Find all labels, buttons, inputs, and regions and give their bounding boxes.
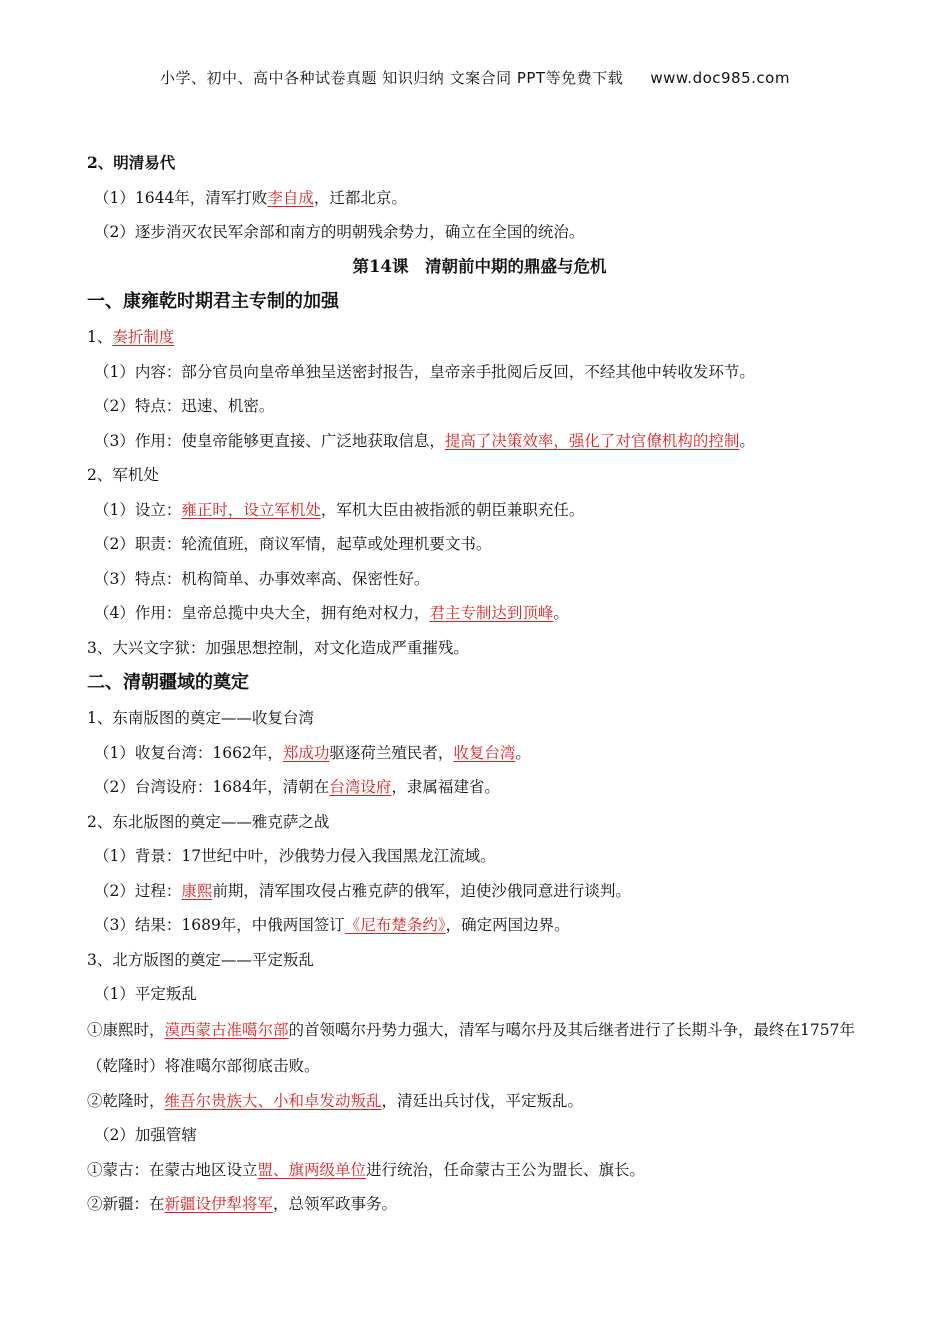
paragraph: ①康熙时，漠西蒙古准噶尔部的首领噶尔丹势力强大，清军与噶尔丹及其后继者进行了长期斗争，最终在1757年（乾隆时）将准噶尔部彻底击败。 bbox=[87, 1020, 855, 1075]
highlight-text: 君主专制达到顶峰 bbox=[429, 604, 554, 622]
section-title-ming-qing: 2、明清易代 bbox=[87, 153, 176, 172]
highlight-text: 维吾尔贵族大、小和卓发动叛乱 bbox=[164, 1091, 382, 1110]
paragraph: ②新疆：在新疆设伊犁将军，总领军政事务。 bbox=[87, 1195, 398, 1213]
subsection-title: 2、军机处 bbox=[87, 466, 159, 484]
list-item: （1）设立：雍正时，设立军机处，军机大臣由被指派的朝臣兼职充任。 bbox=[94, 500, 585, 519]
subsection-title: 1、东南版图的奠定——收复台湾 bbox=[87, 709, 314, 727]
highlight-text: 奏折制度 bbox=[112, 328, 175, 346]
highlight-text: 新疆设伊犁将军 bbox=[164, 1195, 274, 1213]
list-item: （1）收复台湾：1662年，郑成功驱逐荷兰殖民者，收复台湾。 bbox=[94, 743, 531, 762]
paragraph: ②乾隆时，维吾尔贵族大、小和卓发动叛乱，清廷出兵讨伐，平定叛乱。 bbox=[87, 1091, 584, 1110]
subsection-title: 3、北方版图的奠定——平定叛乱 bbox=[87, 950, 314, 969]
highlight-text: 《尼布楚条约》 bbox=[344, 916, 446, 934]
document-body bbox=[87, 146, 872, 1222]
part1-heading: 一、康雍乾时期君主专制的加强 bbox=[87, 291, 339, 312]
list-item: （2）台湾设府：1684年，清朝在台湾设府，隶属福建省。 bbox=[94, 778, 500, 796]
subsection-title: 1、奏折制度 bbox=[87, 328, 175, 346]
highlight-text: 康熙 bbox=[181, 881, 213, 900]
paragraph: ①蒙古：在蒙古地区设立盟、旗两级单位进行统治，任命蒙古王公为盟长、旗长。 bbox=[87, 1160, 646, 1179]
highlight-text: 雍正时，设立军机处 bbox=[181, 500, 321, 519]
list-item: （4）作用：皇帝总揽中央大全，拥有绝对权力，君主专制达到顶峰。 bbox=[94, 604, 569, 622]
highlight-text: 漠西蒙古准噶尔部 bbox=[164, 1020, 289, 1039]
list-item: （2）过程：康熙前期，清军围攻侵占雅克萨的俄军，迫使沙俄同意进行谈判。 bbox=[94, 881, 631, 900]
highlight-text: 收复台湾 bbox=[453, 743, 516, 762]
list-item: （1）平定叛乱 bbox=[94, 985, 197, 1003]
highlight-text: 盟、旗两级单位 bbox=[257, 1160, 367, 1179]
part2-heading: 二、清朝疆域的奠定 bbox=[87, 672, 249, 693]
subsection-title: 3、大兴文字狱：加强思想控制，对文化造成严重摧残。 bbox=[87, 638, 469, 657]
header-text: 小学、初中、高中各种试卷真题 知识归纳 文案合同 PPT等免费下载 bbox=[160, 69, 624, 87]
list-item: （2）特点：迅速、机密。 bbox=[94, 397, 275, 415]
highlight-text: 提高了决策效率，强化了对官僚机构的控制 bbox=[444, 431, 740, 450]
list-item: （2）逐步消灭农民军余部和南方的明朝残余势力，确立在全国的统治。 bbox=[94, 223, 585, 241]
lesson-title: 第14课 清朝前中期的鼎盛与危机 bbox=[352, 256, 607, 276]
highlight-text: 李自成 bbox=[267, 188, 314, 207]
list-item: （3）特点：机构简单、办事效率高、保密性好。 bbox=[94, 569, 430, 588]
highlight-text: 台湾设府 bbox=[329, 778, 392, 796]
list-item: （3）结果：1689年，中俄两国签订《尼布楚条约》，确定两国边界。 bbox=[94, 916, 570, 934]
highlight-text: 郑成功 bbox=[282, 743, 330, 762]
list-item: （2）加强管辖 bbox=[94, 1126, 197, 1144]
list-item: （1）1644年，清军打败李自成，迁都北京。 bbox=[94, 188, 407, 207]
list-item: （1）内容：部分官员向皇帝单独呈送密封报告，皇帝亲手批阅后反回，不经其他中转收发环节。 bbox=[94, 362, 755, 381]
page-header bbox=[0, 67, 950, 88]
list-item: （3）作用：使皇帝能够更直接、广泛地获取信息，提高了决策效率，强化了对官僚机构的控制。 bbox=[94, 431, 755, 450]
list-item: （2）职责：轮流值班，商议军情，起草或处理机要文书。 bbox=[94, 535, 492, 553]
header-site-link[interactable]: www.doc985.com bbox=[650, 69, 790, 87]
subsection-title: 2、东北版图的奠定——雅克萨之战 bbox=[87, 812, 330, 831]
list-item: （1）背景：17世纪中叶，沙俄势力侵入我国黑龙江流域。 bbox=[94, 847, 496, 865]
